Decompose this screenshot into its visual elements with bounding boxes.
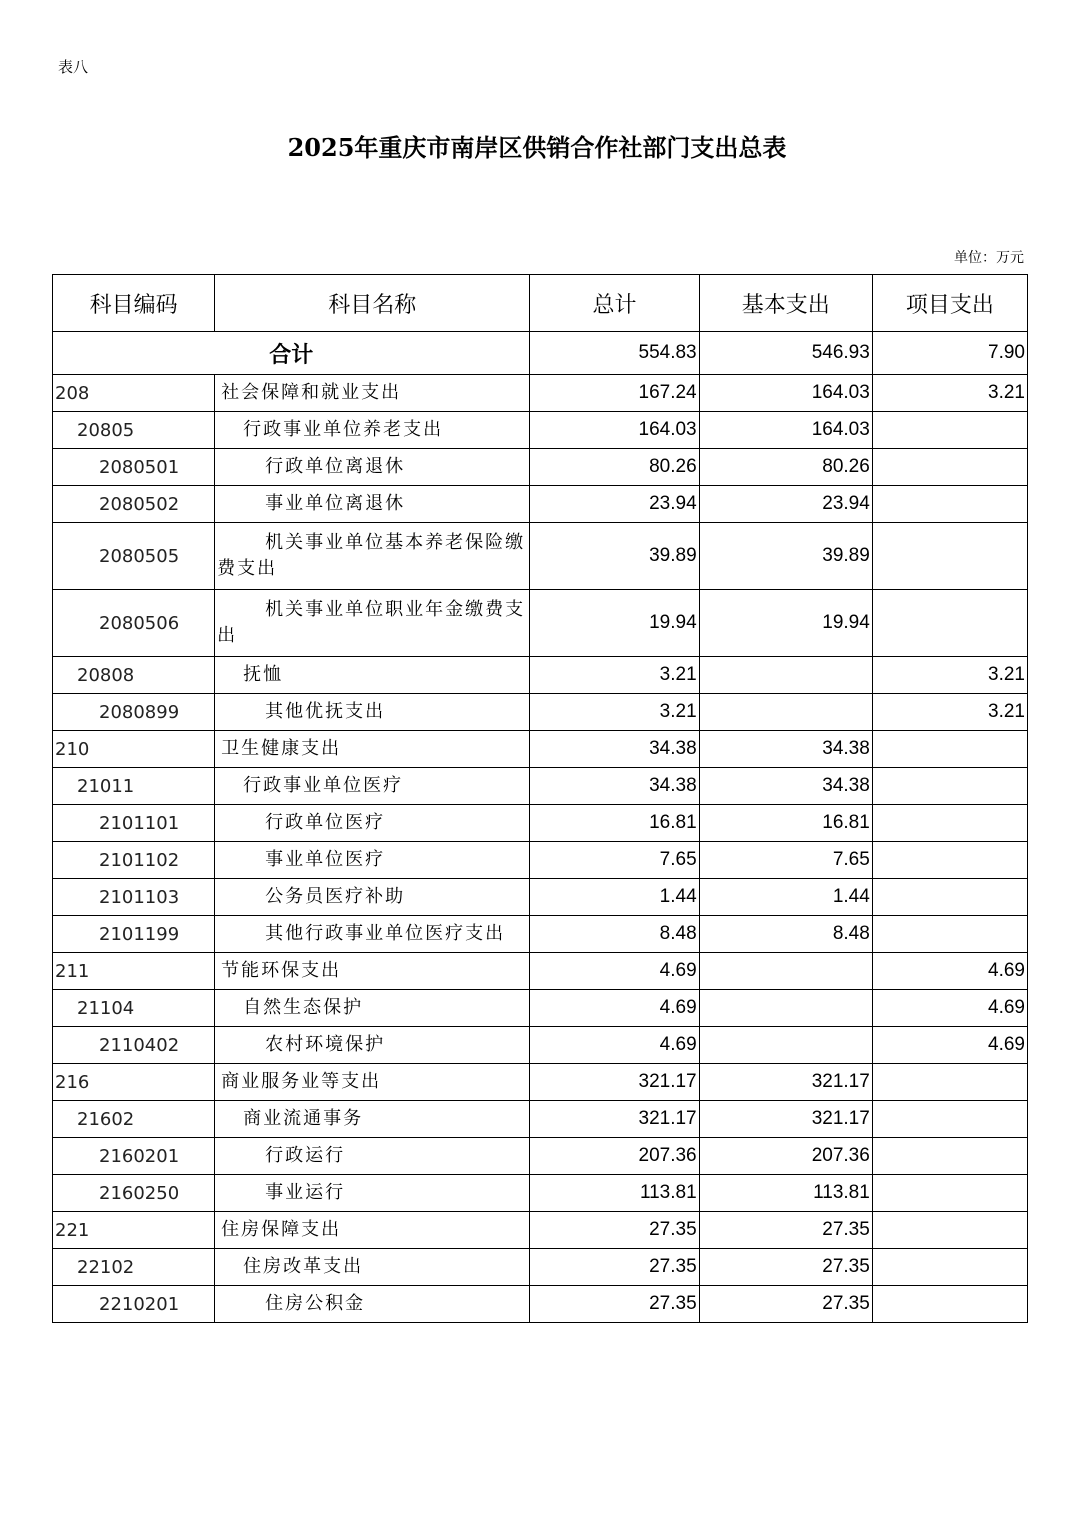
cell-code: 2110402 <box>53 1027 215 1064</box>
cell-total: 3.21 <box>530 657 699 694</box>
table-row <box>53 768 1028 805</box>
cell-code: 20805 <box>53 412 215 449</box>
cell-name: 事业运行 <box>215 1175 530 1212</box>
cell-basic <box>699 990 872 1027</box>
cell-basic: 23.94 <box>699 486 872 523</box>
cell-project: 3.21 <box>872 375 1027 412</box>
cell-project <box>872 1175 1027 1212</box>
cell-name: 社会保障和就业支出 <box>215 375 530 412</box>
cell-project: 4.69 <box>872 990 1027 1027</box>
cell-name: 行政单位离退休 <box>215 449 530 486</box>
cell-basic: 27.35 <box>699 1249 872 1286</box>
cell-total: 207.36 <box>530 1138 699 1175</box>
table-number-label: 表八 <box>58 58 89 76</box>
cell-project <box>872 879 1027 916</box>
cell-basic: 164.03 <box>699 412 872 449</box>
cell-basic: 321.17 <box>699 1064 872 1101</box>
cell-total: 321.17 <box>530 1064 699 1101</box>
cell-code: 208 <box>53 375 215 412</box>
cell-project <box>872 768 1027 805</box>
cell-project <box>872 1101 1027 1138</box>
cell-total: 1.44 <box>530 879 699 916</box>
cell-total: 19.94 <box>530 590 699 657</box>
cell-basic: 39.89 <box>699 523 872 590</box>
table-row <box>53 694 1028 731</box>
cell-project: 3.21 <box>872 694 1027 731</box>
cell-basic: 8.48 <box>699 916 872 953</box>
cell-total: 23.94 <box>530 486 699 523</box>
cell-name: 其他优抚支出 <box>215 694 530 731</box>
cell-basic: 164.03 <box>699 375 872 412</box>
table-row <box>53 375 1028 412</box>
cell-name: 行政运行 <box>215 1138 530 1175</box>
cell-name: 农村环境保护 <box>215 1027 530 1064</box>
table-row <box>53 1212 1028 1249</box>
cell-code: 2080502 <box>53 486 215 523</box>
cell-code: 2101102 <box>53 842 215 879</box>
cell-project <box>872 590 1027 657</box>
header-name: 科目名称 <box>215 275 530 332</box>
cell-name: 行政单位医疗 <box>215 805 530 842</box>
cell-name: 抚恤 <box>215 657 530 694</box>
cell-code: 211 <box>53 953 215 990</box>
cell-project <box>872 1286 1027 1323</box>
cell-name: 住房改革支出 <box>215 1249 530 1286</box>
header-code: 科目编码 <box>53 275 215 332</box>
cell-project <box>872 805 1027 842</box>
total-row <box>53 332 1028 375</box>
expenditure-table <box>52 274 1028 1323</box>
cell-total: 164.03 <box>530 412 699 449</box>
table-row <box>53 805 1028 842</box>
cell-name: 商业服务业等支出 <box>215 1064 530 1101</box>
cell-name: 机关事业单位职业年金缴费支出 <box>215 590 530 657</box>
cell-basic <box>699 657 872 694</box>
cell-basic: 1.44 <box>699 879 872 916</box>
table-row <box>53 412 1028 449</box>
cell-code: 210 <box>53 731 215 768</box>
table-row <box>53 657 1028 694</box>
cell-project <box>872 916 1027 953</box>
cell-name: 节能环保支出 <box>215 953 530 990</box>
cell-code: 20808 <box>53 657 215 694</box>
cell-basic: 321.17 <box>699 1101 872 1138</box>
header-row <box>53 275 1028 332</box>
cell-project <box>872 1138 1027 1175</box>
table-row <box>53 590 1028 657</box>
cell-name: 事业单位医疗 <box>215 842 530 879</box>
table-row <box>53 486 1028 523</box>
cell-name: 其他行政事业单位医疗支出 <box>215 916 530 953</box>
cell-project: 3.21 <box>872 657 1027 694</box>
cell-code: 21602 <box>53 1101 215 1138</box>
cell-code: 22102 <box>53 1249 215 1286</box>
cell-code: 216 <box>53 1064 215 1101</box>
total-basic: 546.93 <box>699 332 872 375</box>
table-row <box>53 879 1028 916</box>
cell-code: 2101199 <box>53 916 215 953</box>
cell-basic: 80.26 <box>699 449 872 486</box>
cell-name: 事业单位离退休 <box>215 486 530 523</box>
cell-code: 221 <box>53 1212 215 1249</box>
cell-total: 27.35 <box>530 1212 699 1249</box>
cell-total: 16.81 <box>530 805 699 842</box>
cell-project <box>872 731 1027 768</box>
cell-total: 39.89 <box>530 523 699 590</box>
table-row <box>53 953 1028 990</box>
cell-code: 21104 <box>53 990 215 1027</box>
table-row <box>53 916 1028 953</box>
total-project: 7.90 <box>872 332 1027 375</box>
cell-project <box>872 449 1027 486</box>
cell-name: 机关事业单位基本养老保险缴费支出 <box>215 523 530 590</box>
cell-total: 4.69 <box>530 953 699 990</box>
cell-code: 2160250 <box>53 1175 215 1212</box>
cell-code: 2160201 <box>53 1138 215 1175</box>
cell-total: 113.81 <box>530 1175 699 1212</box>
cell-project <box>872 486 1027 523</box>
table-row <box>53 1249 1028 1286</box>
table-row <box>53 1175 1028 1212</box>
cell-code: 2080506 <box>53 590 215 657</box>
header-total: 总计 <box>530 275 699 332</box>
cell-basic: 34.38 <box>699 768 872 805</box>
cell-basic: 16.81 <box>699 805 872 842</box>
table-row <box>53 449 1028 486</box>
cell-name: 行政事业单位养老支出 <box>215 412 530 449</box>
cell-name: 商业流通事务 <box>215 1101 530 1138</box>
cell-basic <box>699 1027 872 1064</box>
table-row <box>53 1286 1028 1323</box>
cell-name: 住房保障支出 <box>215 1212 530 1249</box>
cell-basic <box>699 694 872 731</box>
cell-project <box>872 1249 1027 1286</box>
header-project: 项目支出 <box>872 275 1027 332</box>
cell-total: 321.17 <box>530 1101 699 1138</box>
cell-code: 2101101 <box>53 805 215 842</box>
unit-label: 单位：万元 <box>954 250 1024 266</box>
cell-basic: 27.35 <box>699 1212 872 1249</box>
cell-total: 7.65 <box>530 842 699 879</box>
cell-total: 80.26 <box>530 449 699 486</box>
cell-total: 27.35 <box>530 1286 699 1323</box>
cell-project <box>872 412 1027 449</box>
cell-total: 167.24 <box>530 375 699 412</box>
cell-basic: 34.38 <box>699 731 872 768</box>
cell-project <box>872 1212 1027 1249</box>
header-basic: 基本支出 <box>699 275 872 332</box>
cell-name: 公务员医疗补助 <box>215 879 530 916</box>
cell-project <box>872 842 1027 879</box>
table-row <box>53 842 1028 879</box>
table-row <box>53 523 1028 590</box>
table-row <box>53 990 1028 1027</box>
cell-code: 2080501 <box>53 449 215 486</box>
cell-total: 4.69 <box>530 1027 699 1064</box>
cell-basic: 27.35 <box>699 1286 872 1323</box>
cell-code: 2101103 <box>53 879 215 916</box>
cell-total: 4.69 <box>530 990 699 1027</box>
cell-project <box>872 1064 1027 1101</box>
cell-basic: 113.81 <box>699 1175 872 1212</box>
total-total: 554.83 <box>530 332 699 375</box>
cell-name: 行政事业单位医疗 <box>215 768 530 805</box>
cell-name: 自然生态保护 <box>215 990 530 1027</box>
cell-code: 2210201 <box>53 1286 215 1323</box>
cell-name: 卫生健康支出 <box>215 731 530 768</box>
table-row <box>53 1138 1028 1175</box>
table-row <box>53 1027 1028 1064</box>
cell-basic <box>699 953 872 990</box>
cell-basic: 7.65 <box>699 842 872 879</box>
cell-project <box>872 523 1027 590</box>
cell-code: 21011 <box>53 768 215 805</box>
cell-project: 4.69 <box>872 953 1027 990</box>
table-row <box>53 1101 1028 1138</box>
cell-name: 住房公积金 <box>215 1286 530 1323</box>
page-title: 2025年重庆市南岸区供销合作社部门支出总表 <box>287 133 787 162</box>
cell-total: 27.35 <box>530 1249 699 1286</box>
cell-project: 4.69 <box>872 1027 1027 1064</box>
cell-total: 34.38 <box>530 768 699 805</box>
cell-total: 3.21 <box>530 694 699 731</box>
table-row <box>53 731 1028 768</box>
cell-basic: 207.36 <box>699 1138 872 1175</box>
cell-code: 2080899 <box>53 694 215 731</box>
total-label: 合计 <box>53 332 530 375</box>
cell-total: 34.38 <box>530 731 699 768</box>
cell-code: 2080505 <box>53 523 215 590</box>
cell-basic: 19.94 <box>699 590 872 657</box>
table-row <box>53 1064 1028 1101</box>
cell-total: 8.48 <box>530 916 699 953</box>
